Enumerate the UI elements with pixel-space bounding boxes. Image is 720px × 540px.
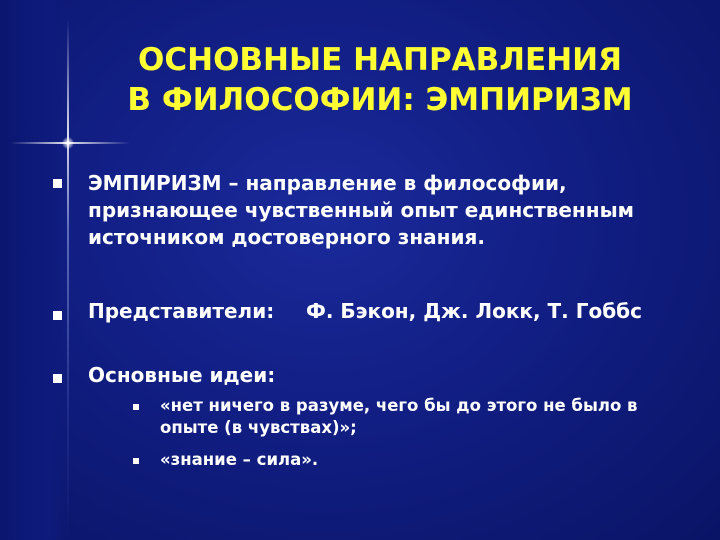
title-line-2: В ФИЛОСОФИИ: ЭМПИРИЗМ bbox=[127, 82, 633, 118]
sparkle-star-icon bbox=[62, 137, 74, 149]
slide-title bbox=[70, 40, 690, 120]
bullet-square-icon bbox=[53, 179, 62, 188]
main-ideas-label: Основные идеи: bbox=[88, 363, 276, 387]
sub-bullet-square-icon bbox=[133, 404, 139, 410]
title-line-1: ОСНОВНЫЕ НАПРАВЛЕНИЯ bbox=[138, 42, 622, 78]
idea-line: опыте (в чувствах)»; bbox=[160, 418, 357, 437]
sub-bullet-square-icon bbox=[133, 458, 139, 464]
representatives-value: Ф. Бэкон, Дж. Локк, Т. Гоббс bbox=[306, 299, 642, 323]
idea-line: «знание – сила». bbox=[160, 450, 319, 469]
representatives-label: Представители: bbox=[88, 299, 275, 323]
definition-text bbox=[88, 170, 634, 251]
definition-line: источником достоверного знания. bbox=[88, 225, 485, 249]
idea-2-text bbox=[160, 449, 318, 471]
definition-line: ЭМПИРИЗМ – направление в философии, bbox=[88, 171, 567, 195]
idea-line: «нет ничего в разуме, чего бы до этого не было в bbox=[160, 396, 638, 415]
left-decor-band bbox=[0, 0, 68, 540]
idea-1-text bbox=[160, 395, 637, 439]
sparkle-vertical-line bbox=[67, 20, 69, 540]
bullet-square-icon bbox=[53, 374, 62, 383]
definition-line: признающее чувственный опыт единственным bbox=[88, 198, 635, 222]
bullet-square-icon bbox=[53, 311, 62, 320]
